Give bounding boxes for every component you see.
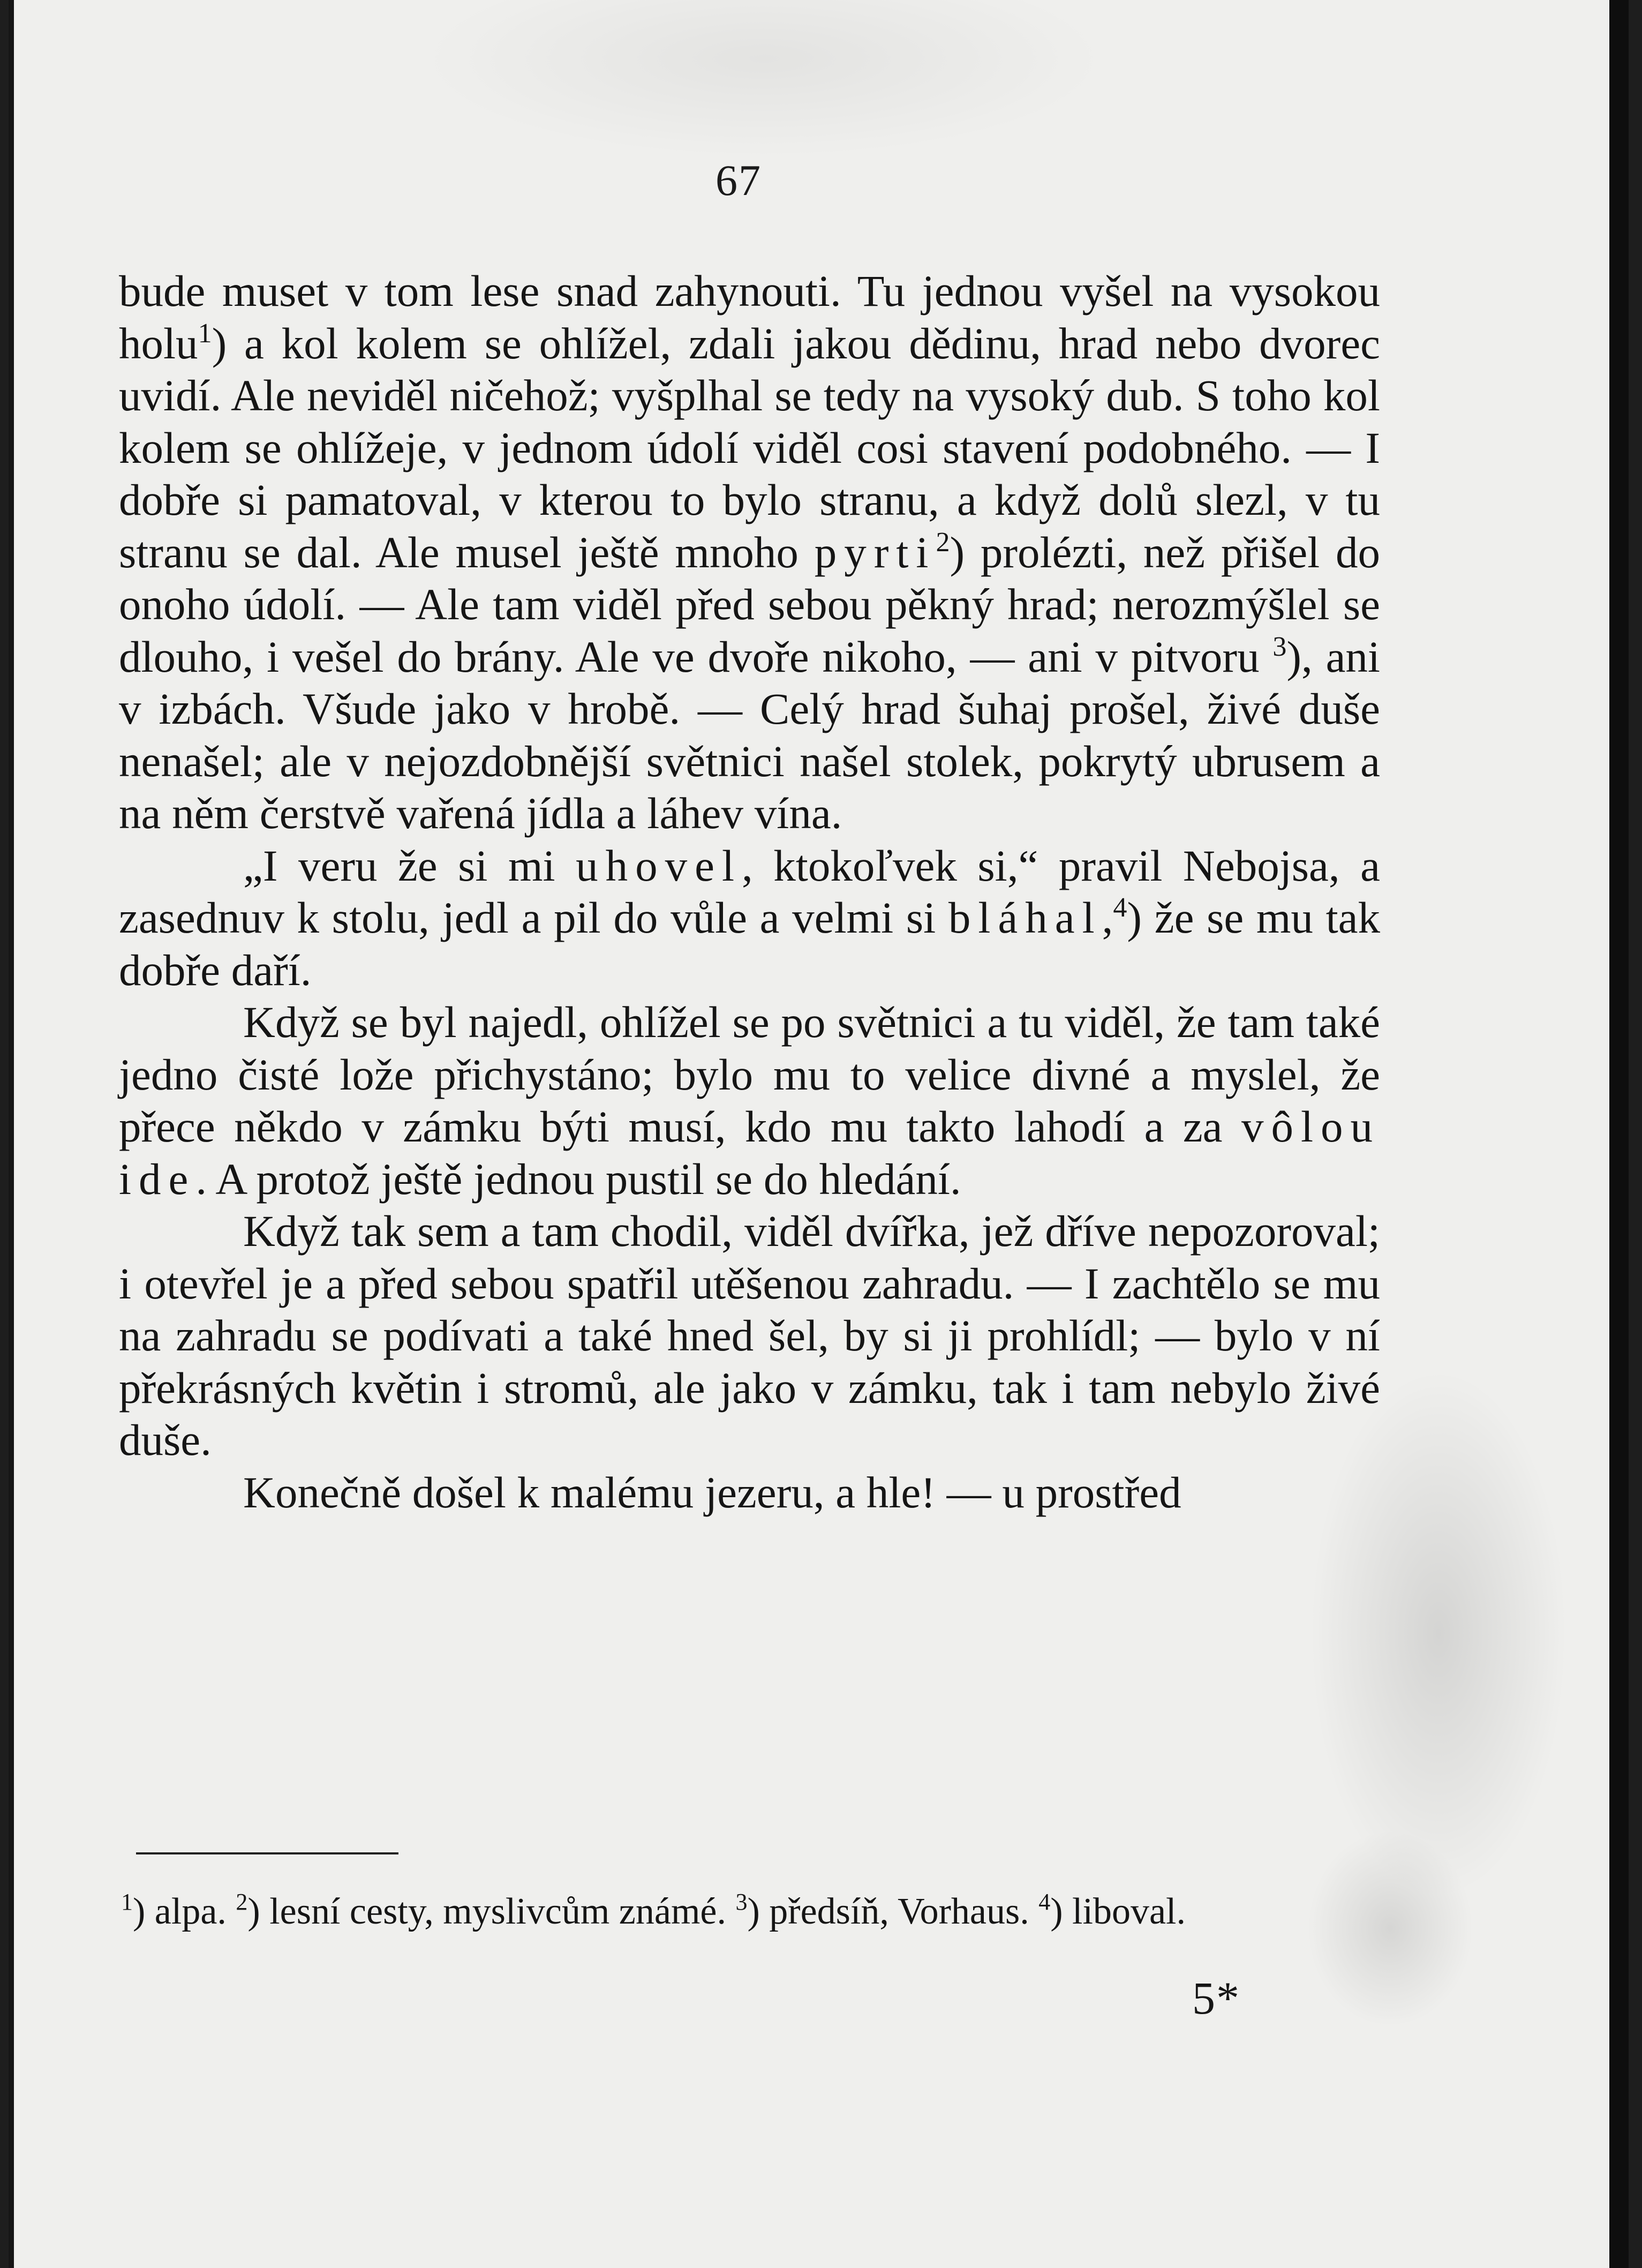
- text-run: bude muset v tom lese snad zahynouti. Tu jednou vyšel na vysokou holu: [119, 266, 1380, 368]
- footnote-marker: 3: [735, 1889, 748, 1915]
- text-run: , ktokoľvek si,“ pravil Nebojsa, a zasednuv k stolu, jedl a pil do vůle a velmi si: [119, 840, 1380, 942]
- footnotes: [121, 1890, 1380, 1934]
- text-run: ) že se mu tak dobře daří.: [119, 893, 1381, 995]
- book-page: [9, 0, 1629, 2268]
- text-run: Konečně došel k malému jezeru, a hle! — u prostřed: [243, 1467, 1181, 1517]
- text-run: ) a kol kolem se ohlížel, zdali jakou dědinu, hrad nebo dvorec uvidí. Ale neviděl ničehož; vyšplhal se tedy na vysoký dub. S toho kol kolem se ohlížeje, v jednom údolí viděl cosi stavení podobného. — I dobře si pamatoval, v kterou to bylo stranu, a když dolů slezl, v tu stranu se dal. Ale musel ještě mnoho: [119, 318, 1380, 577]
- paragraph: [119, 265, 1380, 840]
- spaced-emphasis: vôlou ide: [119, 1102, 1380, 1204]
- text-run: ) liboval.: [1050, 1891, 1186, 1932]
- footnote-marker: 3: [1272, 631, 1287, 662]
- paragraph: [119, 1205, 1380, 1467]
- text-run: Když tak sem a tam chodil, viděl dvířka, jež dříve nepozoroval; i otevřel je a před sebou spatřil utěšenou zahradu. — I zachtělo se mu na zahradu se podívati a také hned šel, by si ji prohlídl; — bylo v ní překrásných květin i stromů, ale jako v zámku, tak i tam nebylo živé duše.: [119, 1206, 1380, 1465]
- text-run: ,: [1102, 893, 1113, 942]
- body-text: [119, 265, 1380, 1519]
- footnote-divider: [136, 1852, 398, 1854]
- footnote-marker: 2: [236, 1889, 248, 1915]
- text-run: „I veru že si mi: [243, 840, 576, 890]
- footnote-marker: 4: [1113, 892, 1127, 923]
- footnote-marker: 2: [936, 527, 950, 558]
- page-number: 67: [715, 156, 762, 205]
- text-run: ), ani v izbách. Všude jako v hrobě. — Celý hrad šuhaj prošel, živé duše nenašel; ale v nejozdobnější světnici našel stolek, pokrytý ubrusem a na něm čerstvě vařená jídla a láhev vína.: [119, 632, 1380, 838]
- spaced-emphasis: pyrti: [814, 527, 936, 577]
- signature-mark: 5*: [1192, 1972, 1240, 2024]
- footnote-marker: 1: [198, 318, 212, 349]
- text-run: ) lesní cesty, myslivcům známé.: [247, 1891, 736, 1932]
- paragraph: [119, 996, 1380, 1205]
- text-run: . A protož ještě jednou pustil se do hledání.: [195, 1154, 961, 1204]
- text-run: ) alpa.: [133, 1891, 236, 1932]
- footnote-marker: 4: [1038, 1889, 1051, 1915]
- spaced-emphasis: bláhal: [948, 893, 1102, 942]
- paragraph: [119, 1467, 1380, 1519]
- footnote-marker: 1: [121, 1889, 133, 1915]
- text-run: ) prolézti, než přišel do onoho údolí. — Ale tam viděl před sebou pěkný hrad; nerozmýšlel se dlouho, i vešel do brány. Ale ve dvoře nikoho, — ani v pitvoru: [119, 527, 1380, 681]
- text-run: ) předsíň, Vorhaus.: [747, 1891, 1039, 1932]
- spaced-emphasis: uhovel: [576, 840, 742, 890]
- text-run: Když se byl najedl, ohlížel se po světnici a tu viděl, že tam také jedno čisté lože přichystáno; bylo mu to velice divné a myslel, že přece někdo v zámku býti musí, kdo mu takto lahodí a za: [119, 997, 1380, 1151]
- paragraph: [119, 840, 1380, 997]
